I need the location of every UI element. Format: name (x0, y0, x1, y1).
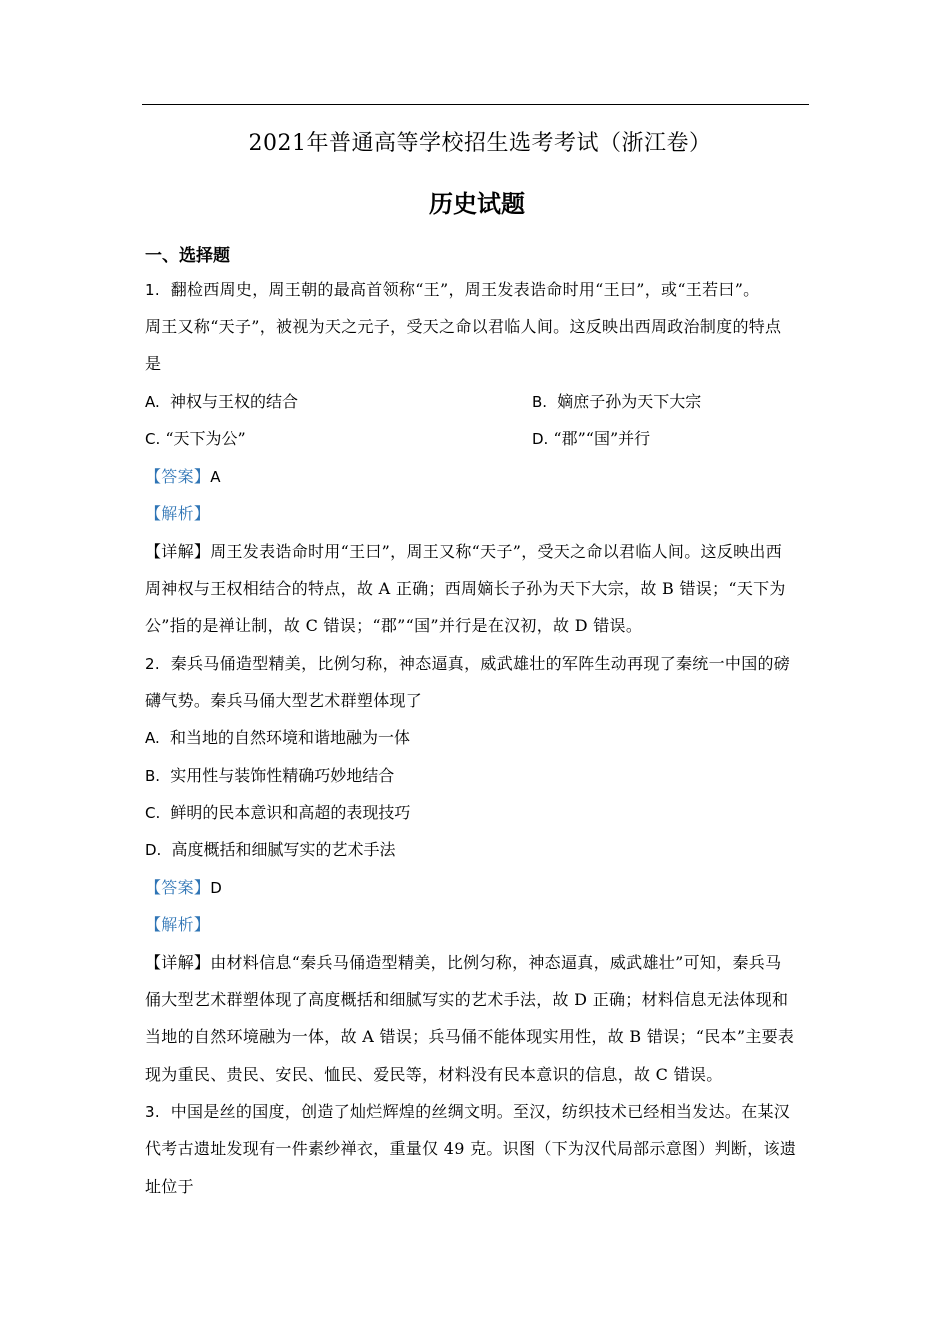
exam-subtitle: 历史试题 (429, 189, 525, 218)
q2-number: 2. (145, 655, 160, 673)
q3-number: 3. (145, 1103, 160, 1121)
q1-option-a: A. 神权与王权的结合 (145, 392, 298, 411)
q3-stem-line-2: 代考古遗址发现有一件素纱禅衣，重量仅 49 克。识图（下为汉代局部示意图）判断，该遗 (145, 1139, 797, 1158)
q2-stem-line-1: 2. 秦兵马俑造型精美，比例匀称，神态逼真，威武雄壮的军阵生动再现了秦统一中国的磅 (145, 654, 791, 673)
q2-answer: 【答案】D (145, 878, 223, 897)
q1-detail-line-1: 【详解】周王发表诰命时用“王曰”，周王又称“天子”，受天之命以君临人间。这反映出西 (145, 542, 783, 561)
q1-analysis-label: 【解析】 (145, 504, 211, 523)
q2-detail-line-4: 现为重民、贵民、安民、恤民、爱民等，材料没有民本意识的信息，故 C 错误。 (145, 1065, 723, 1084)
q1-option-d: D. “郡”“国”并行 (532, 429, 651, 448)
q1-number: 1. (145, 281, 160, 299)
q1-stem-line-1: 1. 翻检西周史，周王朝的最高首领称“王”，周王发表诰命时用“王曰”，或“王若曰”。 (145, 280, 760, 299)
exam-title: 2021年普通高等学校招生选考考试（浙江卷） (248, 131, 712, 156)
q2-detail-line-1: 【详解】由材料信息“秦兵马俑造型精美，比例匀称，神态逼真，威武雄壮”可知，秦兵马 (145, 953, 782, 972)
section-heading: 一、选择题 (145, 246, 230, 266)
q2-option-c: C. 鲜明的民本意识和高超的表现技巧 (145, 803, 411, 822)
q2-detail-line-2: 俑大型艺术群塑体现了高度概括和细腻写实的艺术手法，故 D 正确；材料信息无法体现和 (145, 990, 789, 1009)
q3-stem-line-3: 址位于 (145, 1177, 194, 1196)
q1-option-b: B. 嫡庶子孙为天下大宗 (532, 392, 702, 411)
q2-analysis-label: 【解析】 (145, 915, 211, 934)
q2-option-b: B. 实用性与装饰性精确巧妙地结合 (145, 766, 395, 785)
q2-option-a: A. 和当地的自然环境和谐地融为一体 (145, 728, 410, 747)
q1-detail-line-2: 周神权与王权相结合的特点，故 A 正确；西周嫡长子孙为天下大宗，故 B 错误；“天下为 (145, 579, 786, 598)
q1-answer: 【答案】A (145, 467, 221, 486)
q1-stem-line-2: 周王又称“天子”，被视为天之元子，受天之命以君临人间。这反映出西周政治制度的特点 (145, 317, 782, 336)
q2-stem-line-2: 礴气势。秦兵马俑大型艺术群塑体现了 (145, 691, 423, 710)
q1-stem-line-3: 是 (145, 354, 162, 373)
q1-option-c: C. “天下为公” (145, 429, 246, 448)
header-rule (142, 104, 809, 105)
q2-detail-line-3: 当地的自然环境融为一体，故 A 错误；兵马俑不能体现实用性，故 B 错误；“民本”主要表 (145, 1027, 795, 1046)
q1-detail-line-3: 公”指的是禅让制，故 C 错误；“郡”“国”并行是在汉初，故 D 错误。 (145, 616, 643, 635)
q2-option-d: D. 高度概括和细腻写实的艺术手法 (145, 840, 396, 859)
q3-stem-line-1: 3. 中国是丝的国度，创造了灿烂辉煌的丝绸文明。至汉，纺织技术已经相当发达。在某汉 (145, 1102, 791, 1121)
